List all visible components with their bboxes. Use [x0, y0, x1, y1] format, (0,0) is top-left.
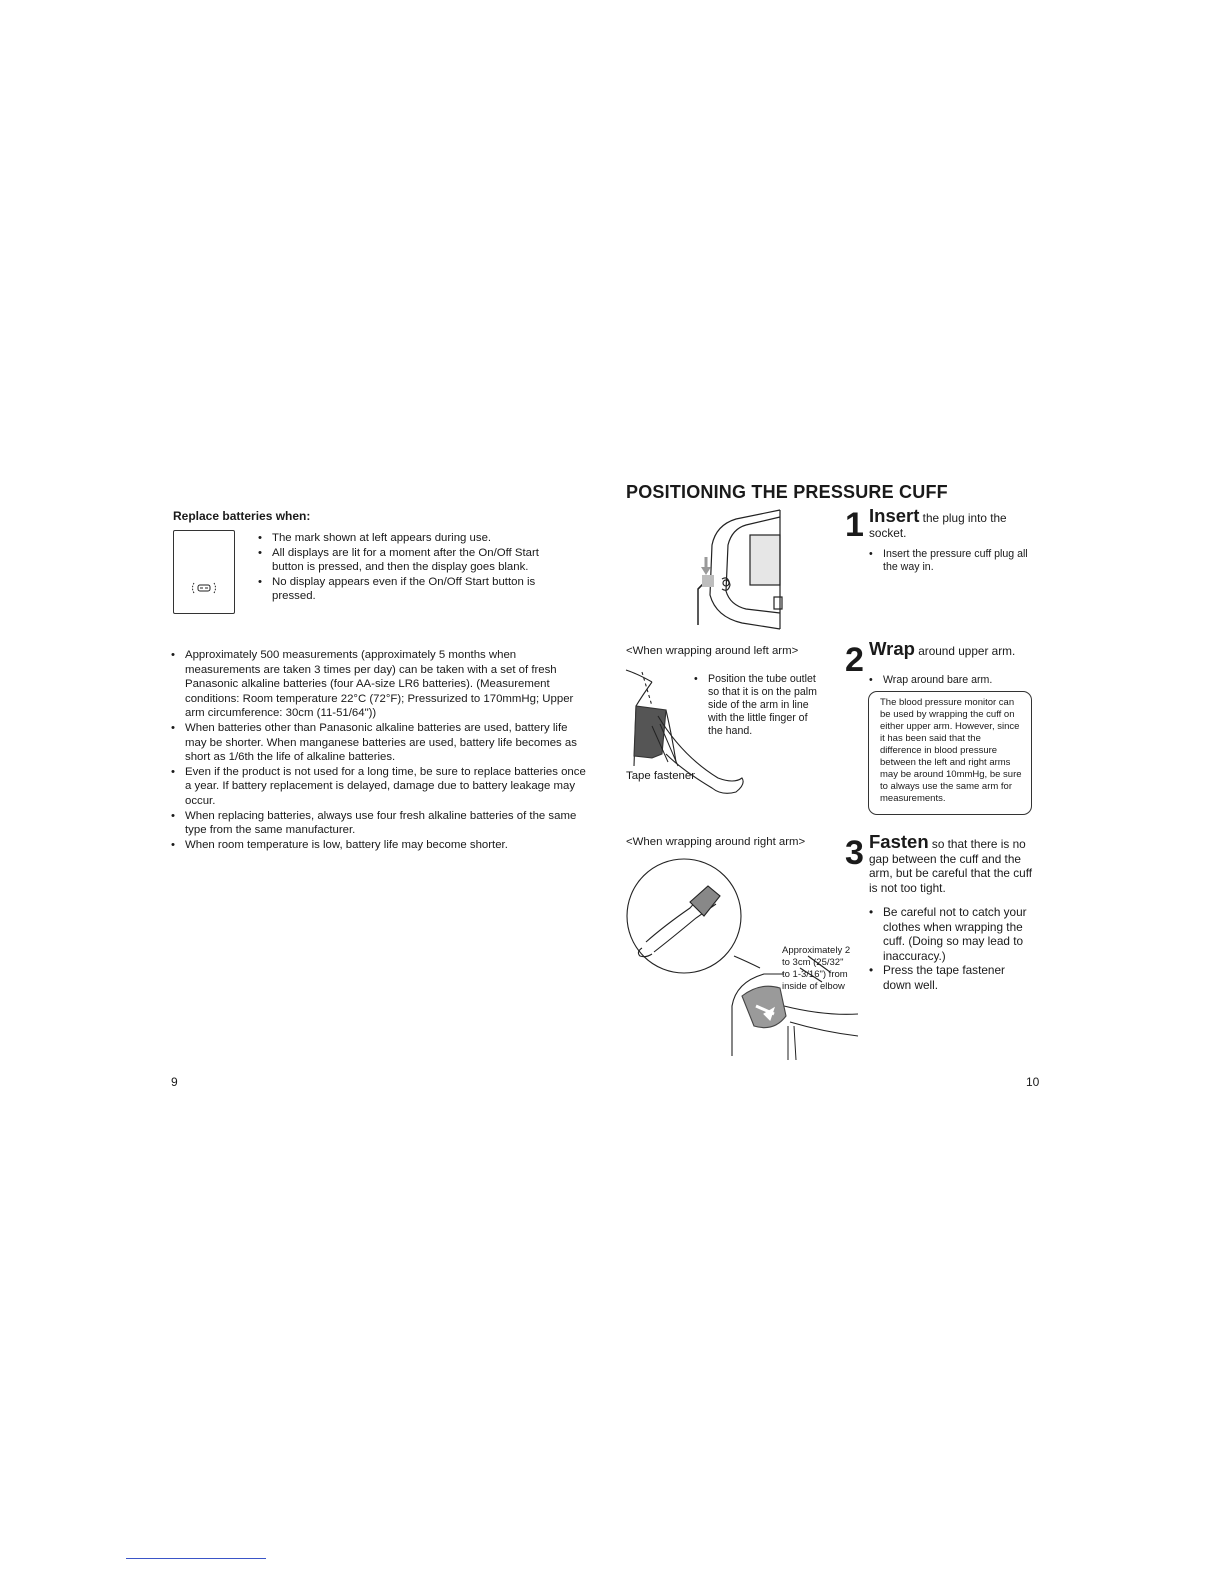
step-1-rest: the plug into the socket.: [869, 511, 1007, 540]
tube-position-text: • Position the tube outlet so that it is on the palm side of the arm in line with the little finger of the hand.: [694, 673, 824, 738]
footer-link-underline: [126, 1558, 266, 1559]
step-3-bullet: • Press the tape fastener down well.: [869, 963, 1031, 992]
step-2-number: 2: [845, 641, 864, 679]
page-title: POSITIONING THE PRESSURE CUFF: [626, 482, 948, 502]
step-1-heading: [869, 505, 1029, 540]
step-1-word: Insert: [869, 505, 920, 526]
page-number-right: 10: [1026, 1075, 1040, 1089]
caption-right-arm: <When wrapping around right arm>: [626, 836, 806, 848]
battery-note-item: • Even if the product is not used for a long time, be sure to replace batteries once a year. If battery replacement is delayed, damage due to battery leakage may occur.: [171, 765, 591, 809]
elbow-distance-note: Approximately 2 to 3cm (25/32" to 1-3/16") from inside of elbow: [782, 945, 851, 992]
step-2-rest: around upper arm.: [914, 644, 1016, 658]
replace-condition-item: • All displays are lit for a moment after the On/Off Start button is pressed, and then the display goes blank.: [258, 546, 568, 575]
battery-note-item: • Approximately 500 measurements (approximately 5 months when measurements are taken 3 times per day) can be taken with a set of fresh Panasonic alkaline batteries (four AA-size LR6 batteries). (Measurement conditions: Room temperature 22°C (72°F); Pressurized to 170mmHg; Upper arm circumference: 30cm (11-51/64")): [171, 648, 591, 721]
monitor-plug-illustration: [676, 505, 812, 637]
same-arm-note-box: [868, 691, 1032, 815]
replace-conditions-list: [258, 531, 568, 604]
step-3-heading: [869, 831, 1041, 895]
caption-left-arm: <When wrapping around left arm>: [626, 645, 799, 657]
step-2-bullets: [869, 674, 1029, 687]
battery-notes-list: [171, 648, 591, 852]
same-arm-note-text: The blood pressure monitor can be used by wrapping the cuff on either upper arm. However, since it has been said that the difference in blood pressure between the left and right arms may be around 10mmHg, be sure to always use the same arm for measurements.: [880, 697, 1022, 804]
step-3-number: 3: [845, 834, 864, 872]
step-1-number: 1: [845, 506, 864, 544]
battery-note-item: • When room temperature is low, battery life may become shorter.: [171, 838, 591, 853]
replace-condition-item: • No display appears even if the On/Off Start button is pressed.: [258, 575, 568, 604]
step-1-bullet: • Insert the pressure cuff plug all the way in.: [869, 548, 1029, 574]
step-2-heading: [869, 638, 1039, 659]
step-3-word: Fasten: [869, 831, 929, 852]
replace-condition-item: • The mark shown at left appears during use.: [258, 531, 568, 546]
step-2-bullet: • Wrap around bare arm.: [869, 674, 1029, 687]
step-2-word: Wrap: [869, 638, 915, 659]
lcd-display-illustration: [173, 530, 235, 614]
step-3-bullets: [869, 905, 1031, 993]
step-1-bullets: [869, 548, 1029, 574]
step-3-bullet: • Be careful not to catch your clothes when wrapping the cuff. (Doing so may lead to inaccuracy.): [869, 905, 1031, 963]
battery-note-item: • When batteries other than Panasonic alkaline batteries are used, battery life may be shorter. When manganese batteries are used, battery life becomes as short as 1/6th the life of alkaline batteries.: [171, 721, 591, 765]
step-3-rest: so that there is no gap between the cuff and the arm, but be careful that the cuff is not too tight.: [869, 837, 1033, 895]
page-number-left: 9: [171, 1075, 178, 1089]
battery-indicator-icon: [174, 531, 234, 613]
replace-batteries-heading: Replace batteries when:: [173, 509, 311, 523]
tube-position-note: [694, 673, 824, 738]
tape-fastener-label: Tape fastener: [626, 770, 696, 782]
battery-note-item: • When replacing batteries, always use four fresh alkaline batteries of the same type from the same manufacturer.: [171, 809, 591, 838]
